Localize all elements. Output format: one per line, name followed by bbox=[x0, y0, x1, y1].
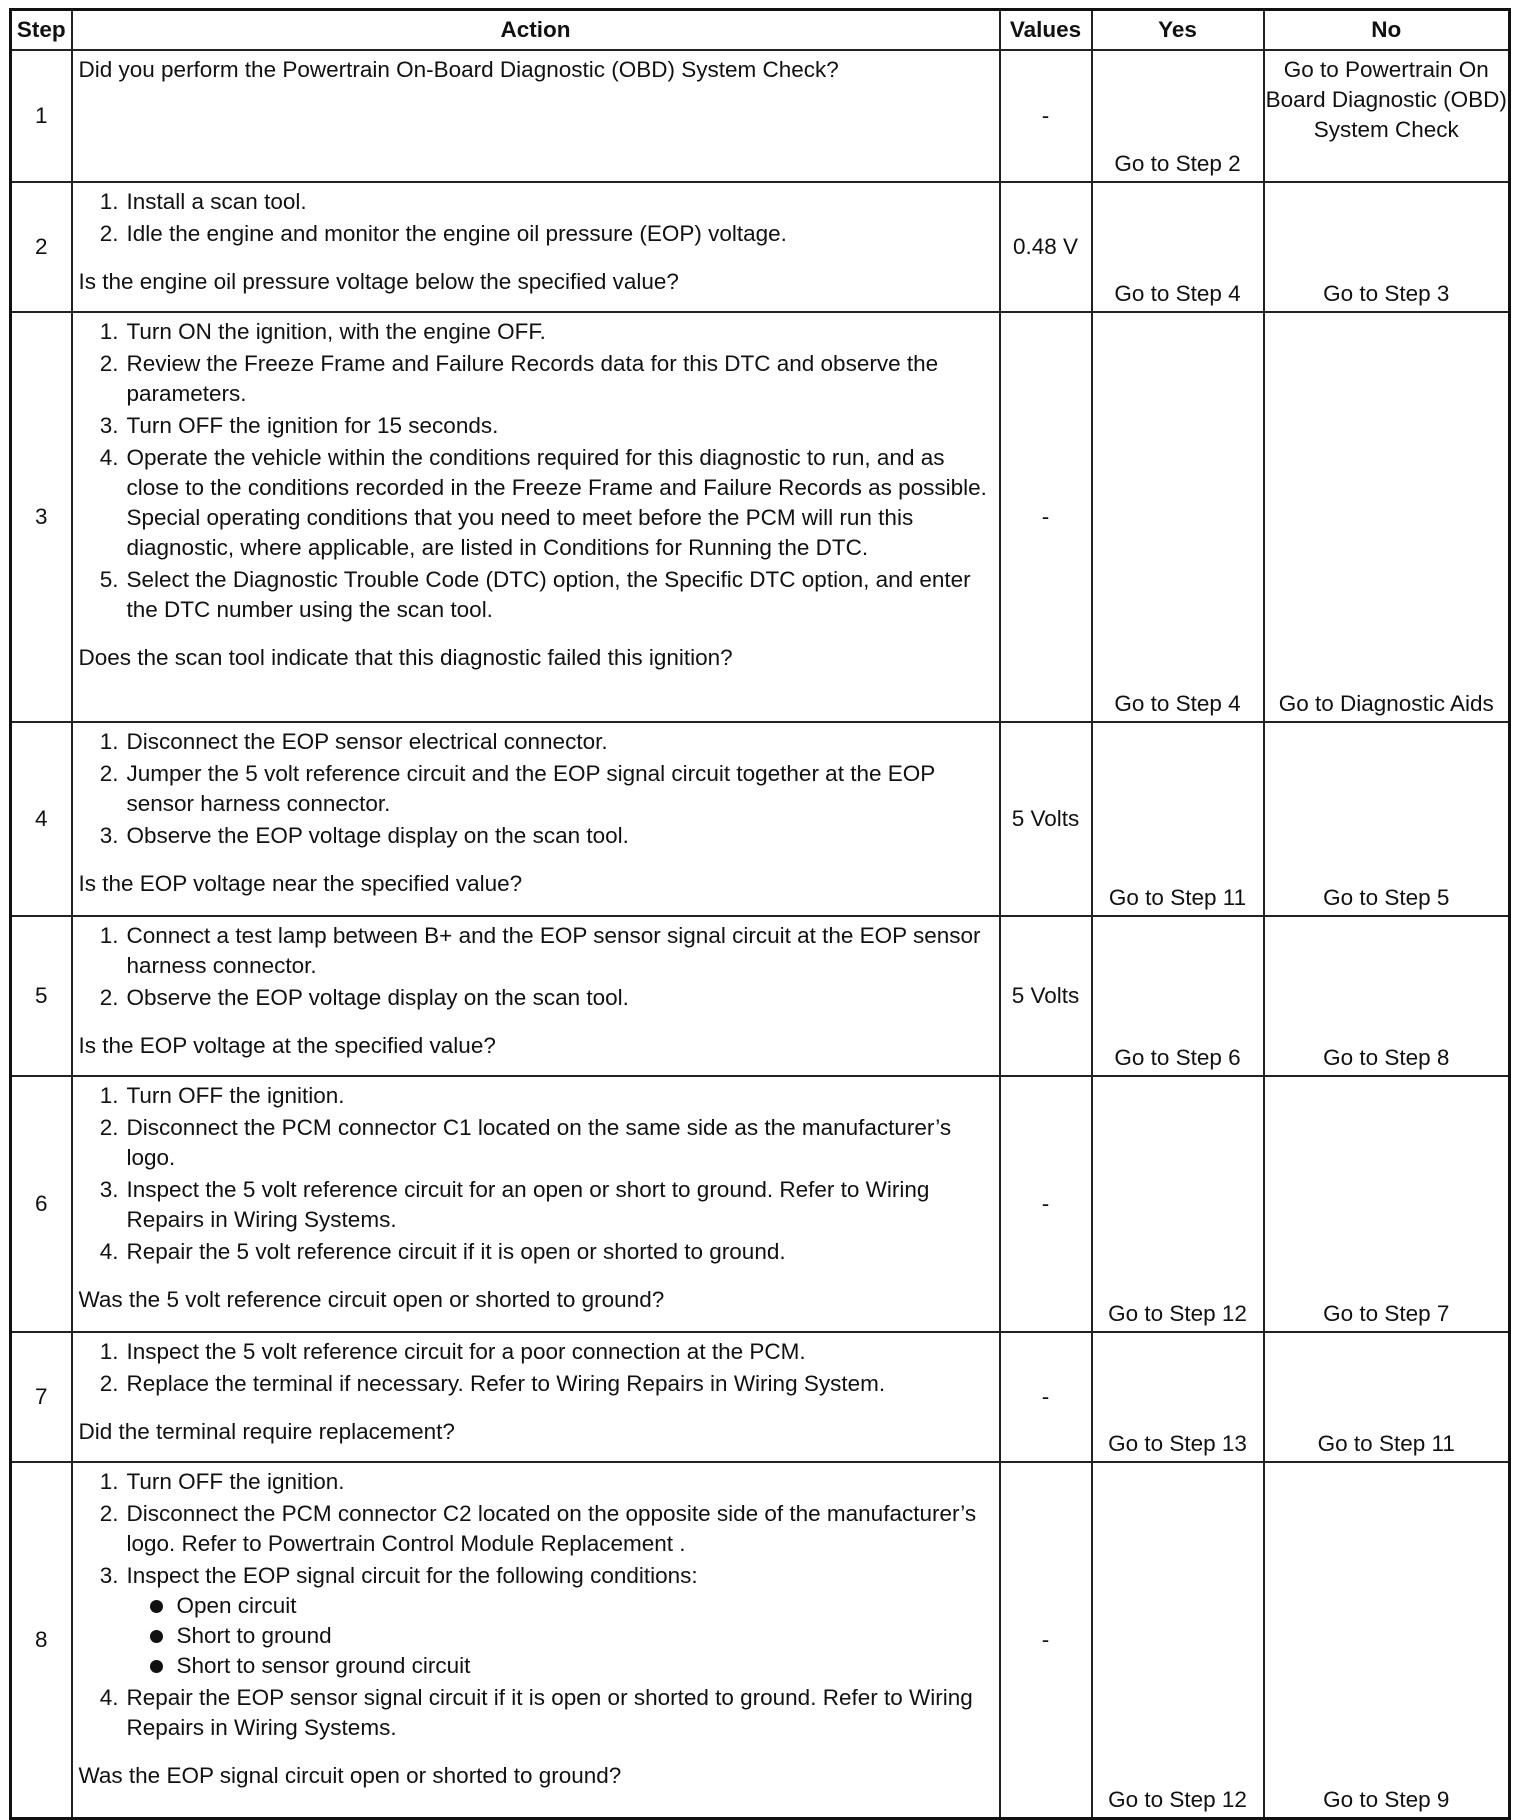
action-step: Inspect the 5 volt reference circuit for an open or short to ground. Refer to Wiring Repairs in Wiring Systems. bbox=[126, 1177, 930, 1232]
action-cell bbox=[72, 916, 1000, 1076]
step-number: 4 bbox=[11, 722, 72, 916]
yes-cell: Go to Step 4 bbox=[1092, 312, 1264, 722]
header-no: No bbox=[1264, 10, 1510, 51]
question-text: Did you perform the Powertrain On-Board Diagnostic (OBD) System Check? bbox=[78, 57, 839, 82]
question-text: Is the EOP voltage at the specified value? bbox=[78, 1033, 496, 1058]
question-text: Was the EOP signal circuit open or shorted to ground? bbox=[78, 1763, 622, 1788]
action-step: Observe the EOP voltage display on the scan tool. bbox=[126, 985, 629, 1010]
yes-cell: Go to Step 4 bbox=[1092, 182, 1264, 312]
yes-cell: Go to Step 12 bbox=[1092, 1076, 1264, 1332]
action-step: Jumper the 5 volt reference circuit and the EOP signal circuit together at the EOP sensor harness connector. bbox=[126, 761, 935, 816]
header-yes: Yes bbox=[1092, 10, 1264, 51]
no-cell: Go to Step 9 bbox=[1264, 1462, 1510, 1818]
action-steps bbox=[79, 727, 991, 851]
action-cell bbox=[72, 312, 1000, 722]
action-step: Turn OFF the ignition for 15 seconds. bbox=[126, 413, 499, 438]
table-row bbox=[11, 1462, 1510, 1818]
action-cell bbox=[72, 182, 1000, 312]
yes-cell: Go to Step 13 bbox=[1092, 1332, 1264, 1462]
no-cell: Go to Powertrain On Board Diagnostic (OBD) System Check bbox=[1264, 50, 1510, 182]
action-step: Observe the EOP voltage display on the scan tool. bbox=[126, 823, 629, 848]
action-step: Inspect the 5 volt reference circuit for a poor connection at the PCM. bbox=[126, 1339, 806, 1364]
value-cell: - bbox=[1000, 1462, 1092, 1818]
action-step: Select the Diagnostic Trouble Code (DTC) option, the Specific DTC option, and enter the DTC number using the scan tool. bbox=[126, 567, 971, 622]
yes-cell: Go to Step 6 bbox=[1092, 916, 1264, 1076]
step-number: 1 bbox=[11, 50, 72, 182]
question-text: Is the engine oil pressure voltage below the specified value? bbox=[78, 269, 679, 294]
header-step: Step bbox=[11, 10, 72, 51]
action-step: Operate the vehicle within the conditions required for this diagnostic to run, and as close to the conditions recorded in the Freeze Frame and Failure Records as possible. Special operating conditions that you need to meet before the PCM will run this diagnostic, where applicable, are listed in Conditions for Running the DTC. bbox=[126, 445, 987, 560]
action-step: Review the Freeze Frame and Failure Records data for this DTC and observe the parameters. bbox=[126, 351, 939, 406]
action-cell bbox=[72, 722, 1000, 916]
yes-cell: Go to Step 12 bbox=[1092, 1462, 1264, 1818]
action-step-text: Inspect the EOP signal circuit for the following conditions: bbox=[126, 1563, 698, 1588]
action-step: Disconnect the PCM connector C1 located on the same side as the manufacturer’s logo. bbox=[126, 1115, 952, 1170]
header-row bbox=[11, 10, 1510, 51]
action-step: Turn OFF the ignition. bbox=[126, 1469, 345, 1494]
no-cell: Go to Step 5 bbox=[1264, 722, 1510, 916]
step-number: 3 bbox=[11, 312, 72, 722]
question-text: Does the scan tool indicate that this diagnostic failed this ignition? bbox=[78, 645, 733, 670]
action-step: Install a scan tool. bbox=[126, 189, 307, 214]
step-number: 8 bbox=[11, 1462, 72, 1818]
action-step: Disconnect the EOP sensor electrical connector. bbox=[126, 729, 608, 754]
action-steps bbox=[79, 317, 991, 625]
table-row bbox=[11, 312, 1510, 722]
table-row bbox=[11, 722, 1510, 916]
step-number: 2 bbox=[11, 182, 72, 312]
table-row bbox=[11, 182, 1510, 312]
action-step: Connect a test lamp between B+ and the EOP sensor signal circuit at the EOP sensor harness connector. bbox=[126, 923, 981, 978]
value-cell: - bbox=[1000, 1076, 1092, 1332]
header-values: Values bbox=[1000, 10, 1092, 51]
action-steps bbox=[79, 187, 991, 249]
step-number: 7 bbox=[11, 1332, 72, 1462]
action-steps bbox=[79, 1467, 991, 1743]
value-cell: 0.48 V bbox=[1000, 182, 1092, 312]
action-step: Replace the terminal if necessary. Refer to Wiring Repairs in Wiring System. bbox=[126, 1371, 886, 1396]
condition-item: Short to sensor ground circuit bbox=[177, 1651, 991, 1681]
action-step-with-conditions bbox=[127, 1561, 991, 1681]
value-cell: - bbox=[1000, 50, 1092, 182]
value-cell: - bbox=[1000, 1332, 1092, 1462]
value-cell: - bbox=[1000, 312, 1092, 722]
action-cell bbox=[72, 1076, 1000, 1332]
diagnostic-table bbox=[9, 8, 1511, 1820]
action-steps bbox=[79, 1337, 991, 1399]
action-steps bbox=[79, 921, 991, 1013]
table-row bbox=[11, 916, 1510, 1076]
action-step: Disconnect the PCM connector C2 located on the opposite side of the manufacturer’s logo. Refer to Powertrain Control Module Replacement . bbox=[126, 1501, 977, 1556]
question-text: Did the terminal require replacement? bbox=[78, 1419, 455, 1444]
condition-item: Open circuit bbox=[177, 1591, 991, 1621]
value-cell: 5 Volts bbox=[1000, 916, 1092, 1076]
yes-cell: Go to Step 2 bbox=[1092, 50, 1264, 182]
action-step: Turn OFF the ignition. bbox=[126, 1083, 345, 1108]
table-row bbox=[11, 50, 1510, 182]
no-cell: Go to Step 7 bbox=[1264, 1076, 1510, 1332]
yes-cell: Go to Step 11 bbox=[1092, 722, 1264, 916]
header-action: Action bbox=[72, 10, 1000, 51]
no-cell: Go to Diagnostic Aids bbox=[1264, 312, 1510, 722]
action-cell bbox=[72, 1332, 1000, 1462]
table-row bbox=[11, 1076, 1510, 1332]
table-row bbox=[11, 1332, 1510, 1462]
action-cell bbox=[72, 50, 1000, 182]
action-step: Turn ON the ignition, with the engine OFF. bbox=[126, 319, 546, 344]
no-cell: Go to Step 11 bbox=[1264, 1332, 1510, 1462]
no-cell: Go to Step 8 bbox=[1264, 916, 1510, 1076]
question-text: Is the EOP voltage near the specified value? bbox=[78, 871, 523, 896]
condition-list bbox=[127, 1591, 991, 1681]
step-number: 6 bbox=[11, 1076, 72, 1332]
action-cell bbox=[72, 1462, 1000, 1818]
action-step: Repair the 5 volt reference circuit if it is open or shorted to ground. bbox=[126, 1239, 786, 1264]
action-step: Repair the EOP sensor signal circuit if it is open or shorted to ground. Refer to Wiring Repairs in Wiring Systems. bbox=[126, 1685, 973, 1740]
condition-item: Short to ground bbox=[177, 1621, 991, 1651]
question-text: Was the 5 volt reference circuit open or shorted to ground? bbox=[78, 1287, 665, 1312]
action-steps bbox=[79, 1081, 991, 1267]
no-cell: Go to Step 3 bbox=[1264, 182, 1510, 312]
step-number: 5 bbox=[11, 916, 72, 1076]
value-cell: 5 Volts bbox=[1000, 722, 1092, 916]
action-step: Idle the engine and monitor the engine oil pressure (EOP) voltage. bbox=[126, 221, 787, 246]
